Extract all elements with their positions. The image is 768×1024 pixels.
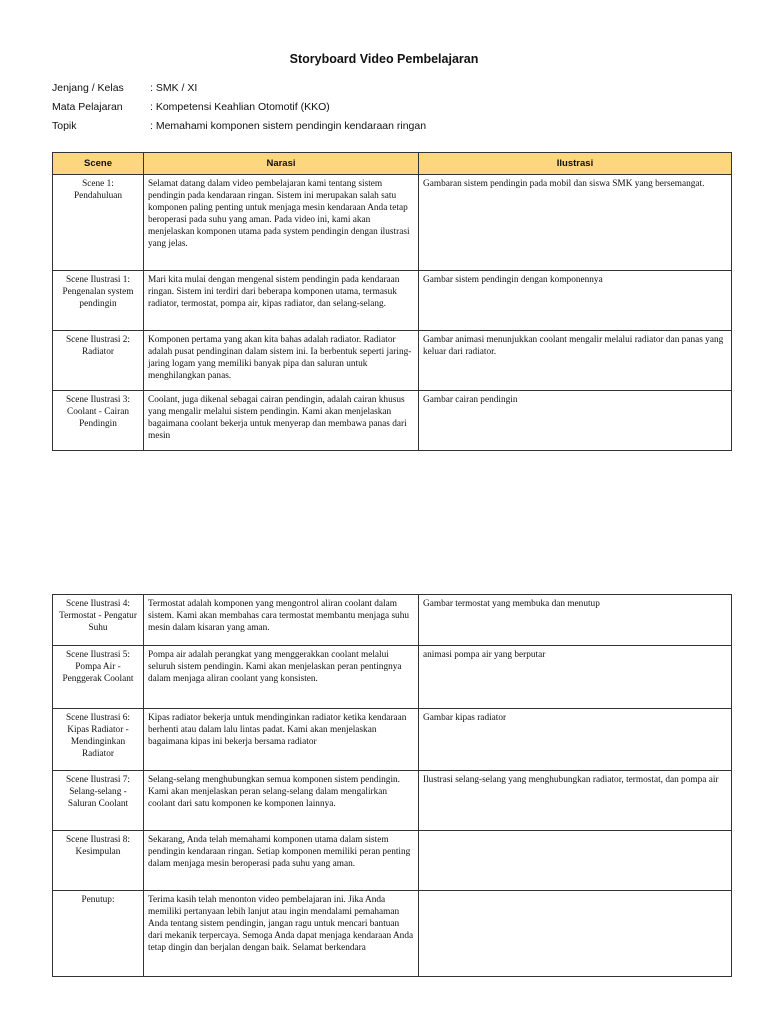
narasi-cell: Pompa air adalah perangkat yang menggerakkan coolant melalui seluruh sistem pendingin. Kami akan menjelaskan peran pentingnya dalam menjaga aliran coolant yang konsisten. [144,646,419,709]
ilustrasi-cell: animasi pompa air yang berputar [419,646,732,709]
meta-value: : Kompetensi Keahlian Otomotif (KKO) [150,101,330,113]
meta-label: Mata Pelajaran [52,101,123,113]
page-title: Storyboard Video Pembelajaran [289,52,479,66]
meta-value: : SMK / XI [150,82,198,94]
table-row [53,331,732,391]
ilustrasi-cell [419,831,732,891]
ilustrasi-cell: Gambaran sistem pendingin pada mobil dan siswa SMK yang bersemangat. [419,175,732,271]
header-scene: Scene [53,153,144,175]
narasi-cell: Termostat adalah komponen yang mengontrol aliran coolant dalam sistem. Kami akan membahas cara termostat membantu menjaga suhu mesin dalam kisaran yang aman. [144,595,419,646]
scene-cell [53,891,144,977]
scene-cell [53,391,144,451]
narasi-cell: Kipas radiator bekerja untuk mendinginkan radiator ketika kendaraan berhenti atau dalam lalu lintas padat. Kami akan menjelaskan bagaimana kipas ini bekerja bersama radiator [144,709,419,771]
table-row [53,709,732,771]
narasi-cell: Selamat datang dalam video pembelajaran kami tentang sistem pendingin pada kendaraan ringan. Sistem ini merupakan salah satu komponen paling penting untuk menjaga mesin kendaraan Anda tetap beroperasi pada suhu yang aman. Pada video ini, kami akan menjelaskan komponen utama pada system pendingin dengan ilustrasi yang jelas. [144,175,419,271]
document-meta [52,82,426,139]
meta-row-mapel [52,101,426,120]
ilustrasi-cell: Gambar sistem pendingin dengan komponennya [419,271,732,331]
scene-text: Scene Ilustrasi 5: Pompa Air - Penggerak Coolant [62,650,134,684]
scene-text: Scene Ilustrasi 7: Selang-selang - Saluran Coolant [65,775,131,809]
table-row [53,771,732,831]
meta-row-jenjang [52,82,426,101]
narasi-cell: Komponen pertama yang akan kita bahas adalah radiator. Radiator adalah pusat pendinginan dalam sistem ini. Ia berbentuk seperti jaring-jaring logam yang memiliki banyak pipa dan saluran untuk menghilangkan panas. [144,331,419,391]
scene-cell [53,709,144,771]
scene-cell [53,646,144,709]
scene-text: Scene Ilustrasi 1: Pengenalan system pendingin [62,275,134,309]
scene-cell [53,175,144,271]
scene-text: Scene Ilustrasi 2: Radiator [65,335,131,357]
scene-text: Penutup: [81,895,115,905]
ilustrasi-cell: Gambar termostat yang membuka dan menutup [419,595,732,646]
storyboard-table-page-2 [52,594,732,977]
ilustrasi-cell: Gambar cairan pendingin [419,391,732,451]
table-row [53,595,732,646]
narasi-cell: Sekarang, Anda telah memahami komponen utama dalam sistem pendingin kendaraan ringan. Setiap komponen memiliki peran penting dalam menjaga mesin beroperasi pada suhu yang aman. [144,831,419,891]
scene-cell [53,595,144,646]
meta-label: Jenjang / Kelas [52,82,124,94]
storyboard-table-page-1 [52,152,732,451]
header-narasi: Narasi [144,153,419,175]
meta-value: : Memahami komponen sistem pendingin kendaraan ringan [150,120,427,132]
narasi-cell: Terima kasih telah menonton video pembelajaran ini. Jika Anda memiliki pertanyaan lebih lanjut atau ingin mendalami pemahaman Anda tentang sistem pendingin, jangan ragu untuk mencari bantuan dari mekanik terpercaya. Semoga Anda dapat menjaga kendaraan Anda tetap dingin dan berjalan dengan baik. Selamat berkendara [144,891,419,977]
ilustrasi-cell [419,891,732,977]
narasi-cell: Coolant, juga dikenal sebagai cairan pendingin, adalah cairan khusus yang mengalir melalui sistem pendingin. Kami akan menjelaskan bagaimana coolant bekerja untuk menyerap dan membawa panas dari mesin [144,391,419,451]
scene-text: Scene Ilustrasi 6: Kipas Radiator - Mendinginkan Radiator [65,713,131,759]
ilustrasi-cell: Gambar kipas radiator [419,709,732,771]
scene-cell [53,331,144,391]
scene-text: Scene Ilustrasi 8: Kesimpulan [65,835,131,857]
narasi-cell: Mari kita mulai dengan mengenal sistem pendingin pada kendaraan ringan. Sistem ini terdiri dari beberapa komponen utama, termasuk radiator, termostat, pompa air, kipas radiator, dan selang-selang. [144,271,419,331]
scene-cell [53,771,144,831]
table-row [53,271,732,331]
ilustrasi-cell: Ilustrasi selang-selang yang menghubungkan radiator, termostat, dan pompa air [419,771,732,831]
scene-text: Scene 1: Pendahuluan [73,179,123,201]
table-row [53,391,732,451]
table-row [53,831,732,891]
table-row [53,175,732,271]
scene-text: Scene Ilustrasi 4: Termostat - Pengatur Suhu [59,599,137,633]
meta-label: Topik [52,120,77,132]
narasi-cell: Selang-selang menghubungkan semua komponen sistem pendingin. Kami akan menjelaskan peran selang-selang dalam mengalirkan coolant dari satu komponen ke komponen lainnya. [144,771,419,831]
ilustrasi-cell: Gambar animasi menunjukkan coolant mengalir melalui radiator dan panas yang keluar dari radiator. [419,331,732,391]
header-ilustrasi: Ilustrasi [419,153,732,175]
table-header-row [53,153,732,175]
meta-row-topik [52,120,426,139]
scene-text: Scene Ilustrasi 3: Coolant - Cairan Pendingin [65,395,131,429]
table-row [53,646,732,709]
scene-cell [53,271,144,331]
table-row [53,891,732,977]
scene-cell [53,831,144,891]
